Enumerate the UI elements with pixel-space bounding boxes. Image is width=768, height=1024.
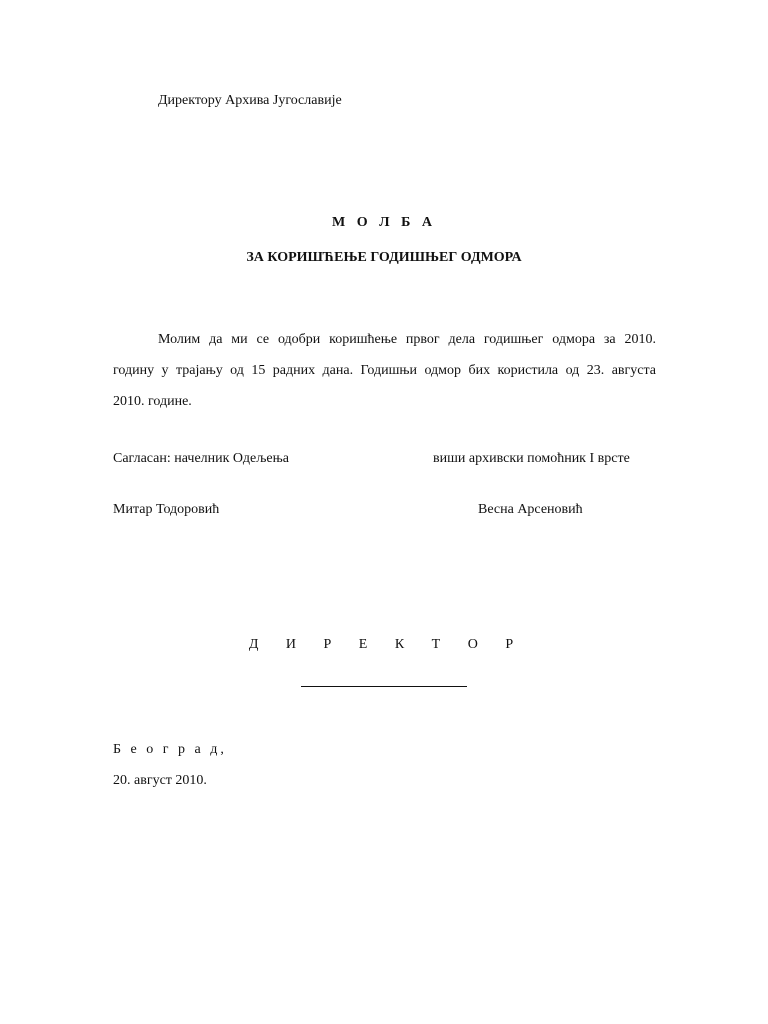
- paragraph-line: Молим да ми се одобри коришћење првог дела годишњег одмора за 2010.: [158, 332, 656, 347]
- approval-label: Сагласан: начелник Одељења: [113, 451, 289, 466]
- signature-line: [301, 686, 467, 687]
- applicant-name: Весна Арсеновић: [478, 502, 583, 517]
- paragraph-line: 2010. године.: [113, 394, 192, 409]
- applicant-title: виши архивски помоћник I врсте: [433, 451, 630, 466]
- date-line: 20. август 2010.: [113, 773, 207, 788]
- approver-name: Митар Тодоровић: [113, 502, 220, 517]
- request-paragraph: [113, 331, 656, 424]
- addressee-line: Директору Архива Југославије: [158, 93, 342, 108]
- place-line: Б е о г р а д,: [113, 742, 227, 757]
- document-subtitle: ЗА КОРИШЋЕЊЕ ГОДИШЊЕГ ОДМОРА: [246, 250, 522, 265]
- director-label: Д И Р Е К Т О Р: [248, 637, 526, 652]
- paragraph-line: годину у трајању од 15 радних дана. Годишњи одмор бих користила од 23. августа: [113, 363, 656, 378]
- document-title: М О Л Б А: [332, 215, 436, 230]
